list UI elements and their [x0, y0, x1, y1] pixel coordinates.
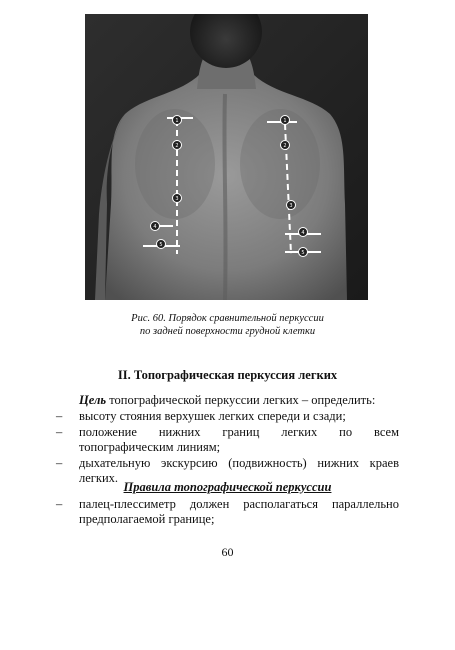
section-heading: II. Топографическая перкуссия легких — [117, 368, 338, 382]
goal-keyword: Цель — [79, 393, 107, 407]
bullet-dash: – — [56, 425, 63, 439]
marker-label: 5 — [301, 250, 305, 256]
bullet-dash: – — [56, 497, 63, 511]
goal-paragraph — [79, 393, 375, 408]
list-item: положение нижних границ легких по всем топографическим линиям; — [79, 425, 399, 454]
page-number: 60 — [221, 545, 234, 559]
marker-label: 4 — [301, 230, 305, 236]
list-item: дыхательную экскурсию (подвижность) нижних краев легких. — [79, 456, 399, 485]
marker-label: 3 — [289, 203, 293, 209]
marker-label: 2 — [283, 143, 287, 149]
marker-label: 2 — [175, 143, 179, 149]
bullet-dash: – — [56, 409, 63, 423]
list-item: палец-плессиметр должен располагаться параллельно предполагаемой границе; — [79, 497, 399, 526]
marker-label: 1 — [283, 118, 287, 124]
marker-label: 5 — [159, 242, 163, 248]
list-item: высоту стояния верхушек легких спереди и сзади; — [79, 409, 346, 423]
goal-text: топографической перкуссии легких – определить: — [106, 393, 376, 407]
rules-heading: Правила топографической перкуссии — [123, 480, 332, 494]
marker-label: 4 — [153, 224, 157, 230]
bullet-dash: – — [56, 456, 63, 470]
marker-label: 1 — [175, 118, 179, 124]
marker-label: 3 — [175, 196, 179, 202]
figure-caption-line2: по задней поверхности грудной клетки — [139, 326, 316, 337]
back-photo-illustration — [85, 14, 368, 300]
figure-photo — [85, 14, 368, 300]
figure-caption-line1: Рис. 60. Порядок сравнительной перкуссии — [131, 313, 324, 324]
